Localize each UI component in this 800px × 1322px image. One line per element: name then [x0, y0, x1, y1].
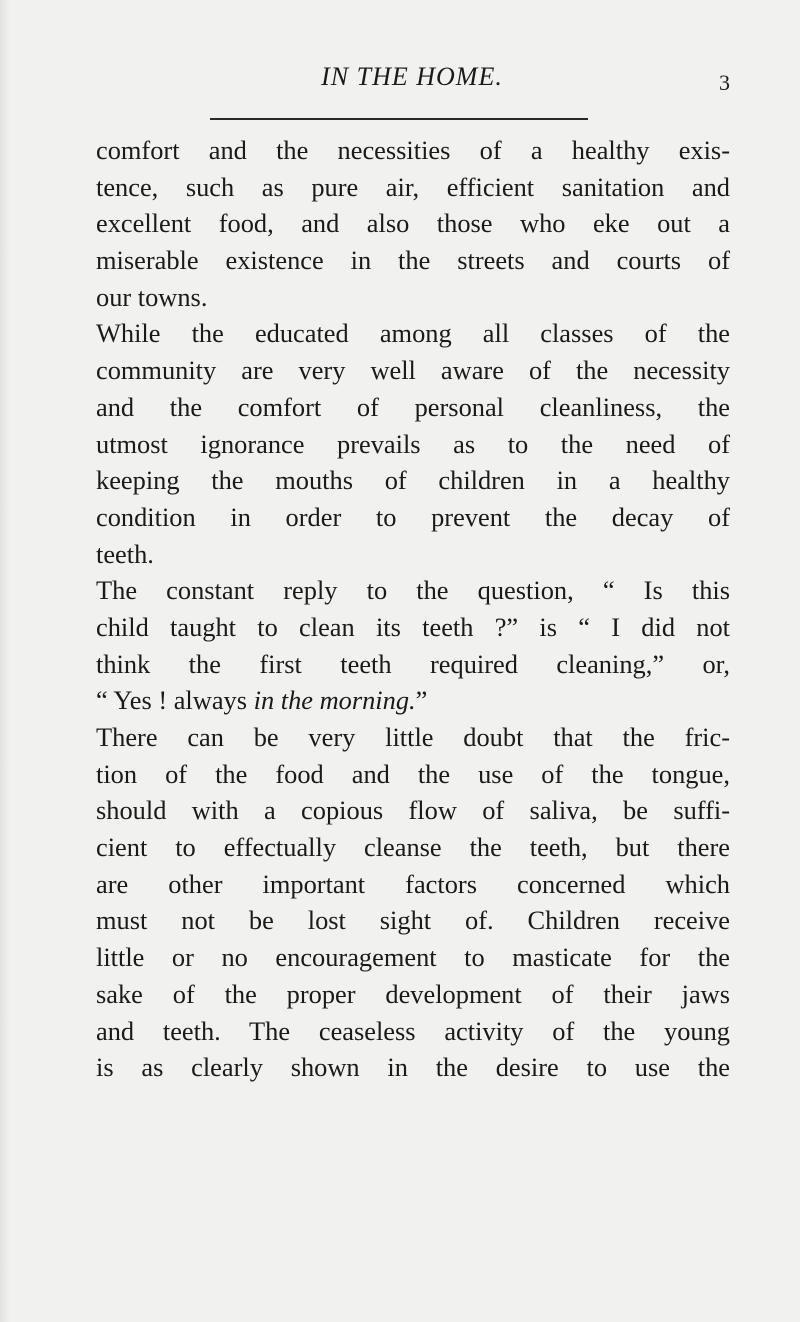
quote-text-italic: in the morning.	[253, 685, 416, 716]
text-line: should with a copious flow of saliva, be suffi-	[96, 795, 730, 826]
text-line: tion of the food and the use of the tongue,	[96, 758, 730, 789]
text-line: teeth.	[96, 538, 154, 569]
text-line: community are very well aware of the necessity	[96, 355, 730, 386]
page-edge-shadow	[0, 0, 10, 1322]
text-line: keeping the mouths of children in a healthy	[96, 465, 730, 496]
text-line: comfort and the necessities of a healthy exis-	[96, 135, 730, 165]
text-line: think the first teeth required cleaning,” or,	[96, 648, 730, 679]
text-line: are other important factors concerned which	[96, 868, 730, 899]
text-line: While the educated among all classes of the	[96, 318, 730, 349]
text-line: little or no encouragement to masticate for the	[96, 942, 730, 973]
quote-text-end: ”	[415, 685, 428, 716]
text-line: must not be lost sight of. Children receive	[96, 905, 730, 936]
text-line: The constant reply to the question, “ Is this	[96, 575, 730, 606]
text-line: and teeth. The ceaseless activity of the young	[96, 1015, 730, 1046]
running-head	[96, 62, 728, 102]
text-line: is as clearly shown in the desire to use the	[96, 1052, 730, 1083]
text-line: miserable existence in the streets and courts of	[96, 245, 730, 276]
text-line: There can be very little doubt that the fric-	[96, 722, 730, 752]
text-line-quote	[96, 682, 730, 719]
text-line: tence, such as pure air, efficient sanitation and	[96, 171, 730, 202]
body-text	[96, 132, 730, 1086]
text-line: and the comfort of personal cleanliness, the	[96, 391, 730, 422]
page-number: 3	[719, 70, 730, 95]
header-rule	[210, 118, 588, 120]
text-line: cient to effectually cleanse the teeth, but there	[96, 832, 730, 863]
text-line: condition in order to prevent the decay of	[96, 501, 730, 532]
text-line: child taught to clean its teeth ?” is “ I did not	[96, 611, 730, 642]
text-line: excellent food, and also those who eke out a	[96, 208, 730, 239]
running-title: IN THE HOME.	[321, 62, 503, 91]
quote-text-start: “ Yes ! always	[96, 685, 254, 716]
text-line: our towns.	[96, 281, 208, 312]
text-line: utmost ignorance prevails as to the need of	[96, 428, 730, 459]
text-line: sake of the proper development of their jaws	[96, 978, 730, 1009]
